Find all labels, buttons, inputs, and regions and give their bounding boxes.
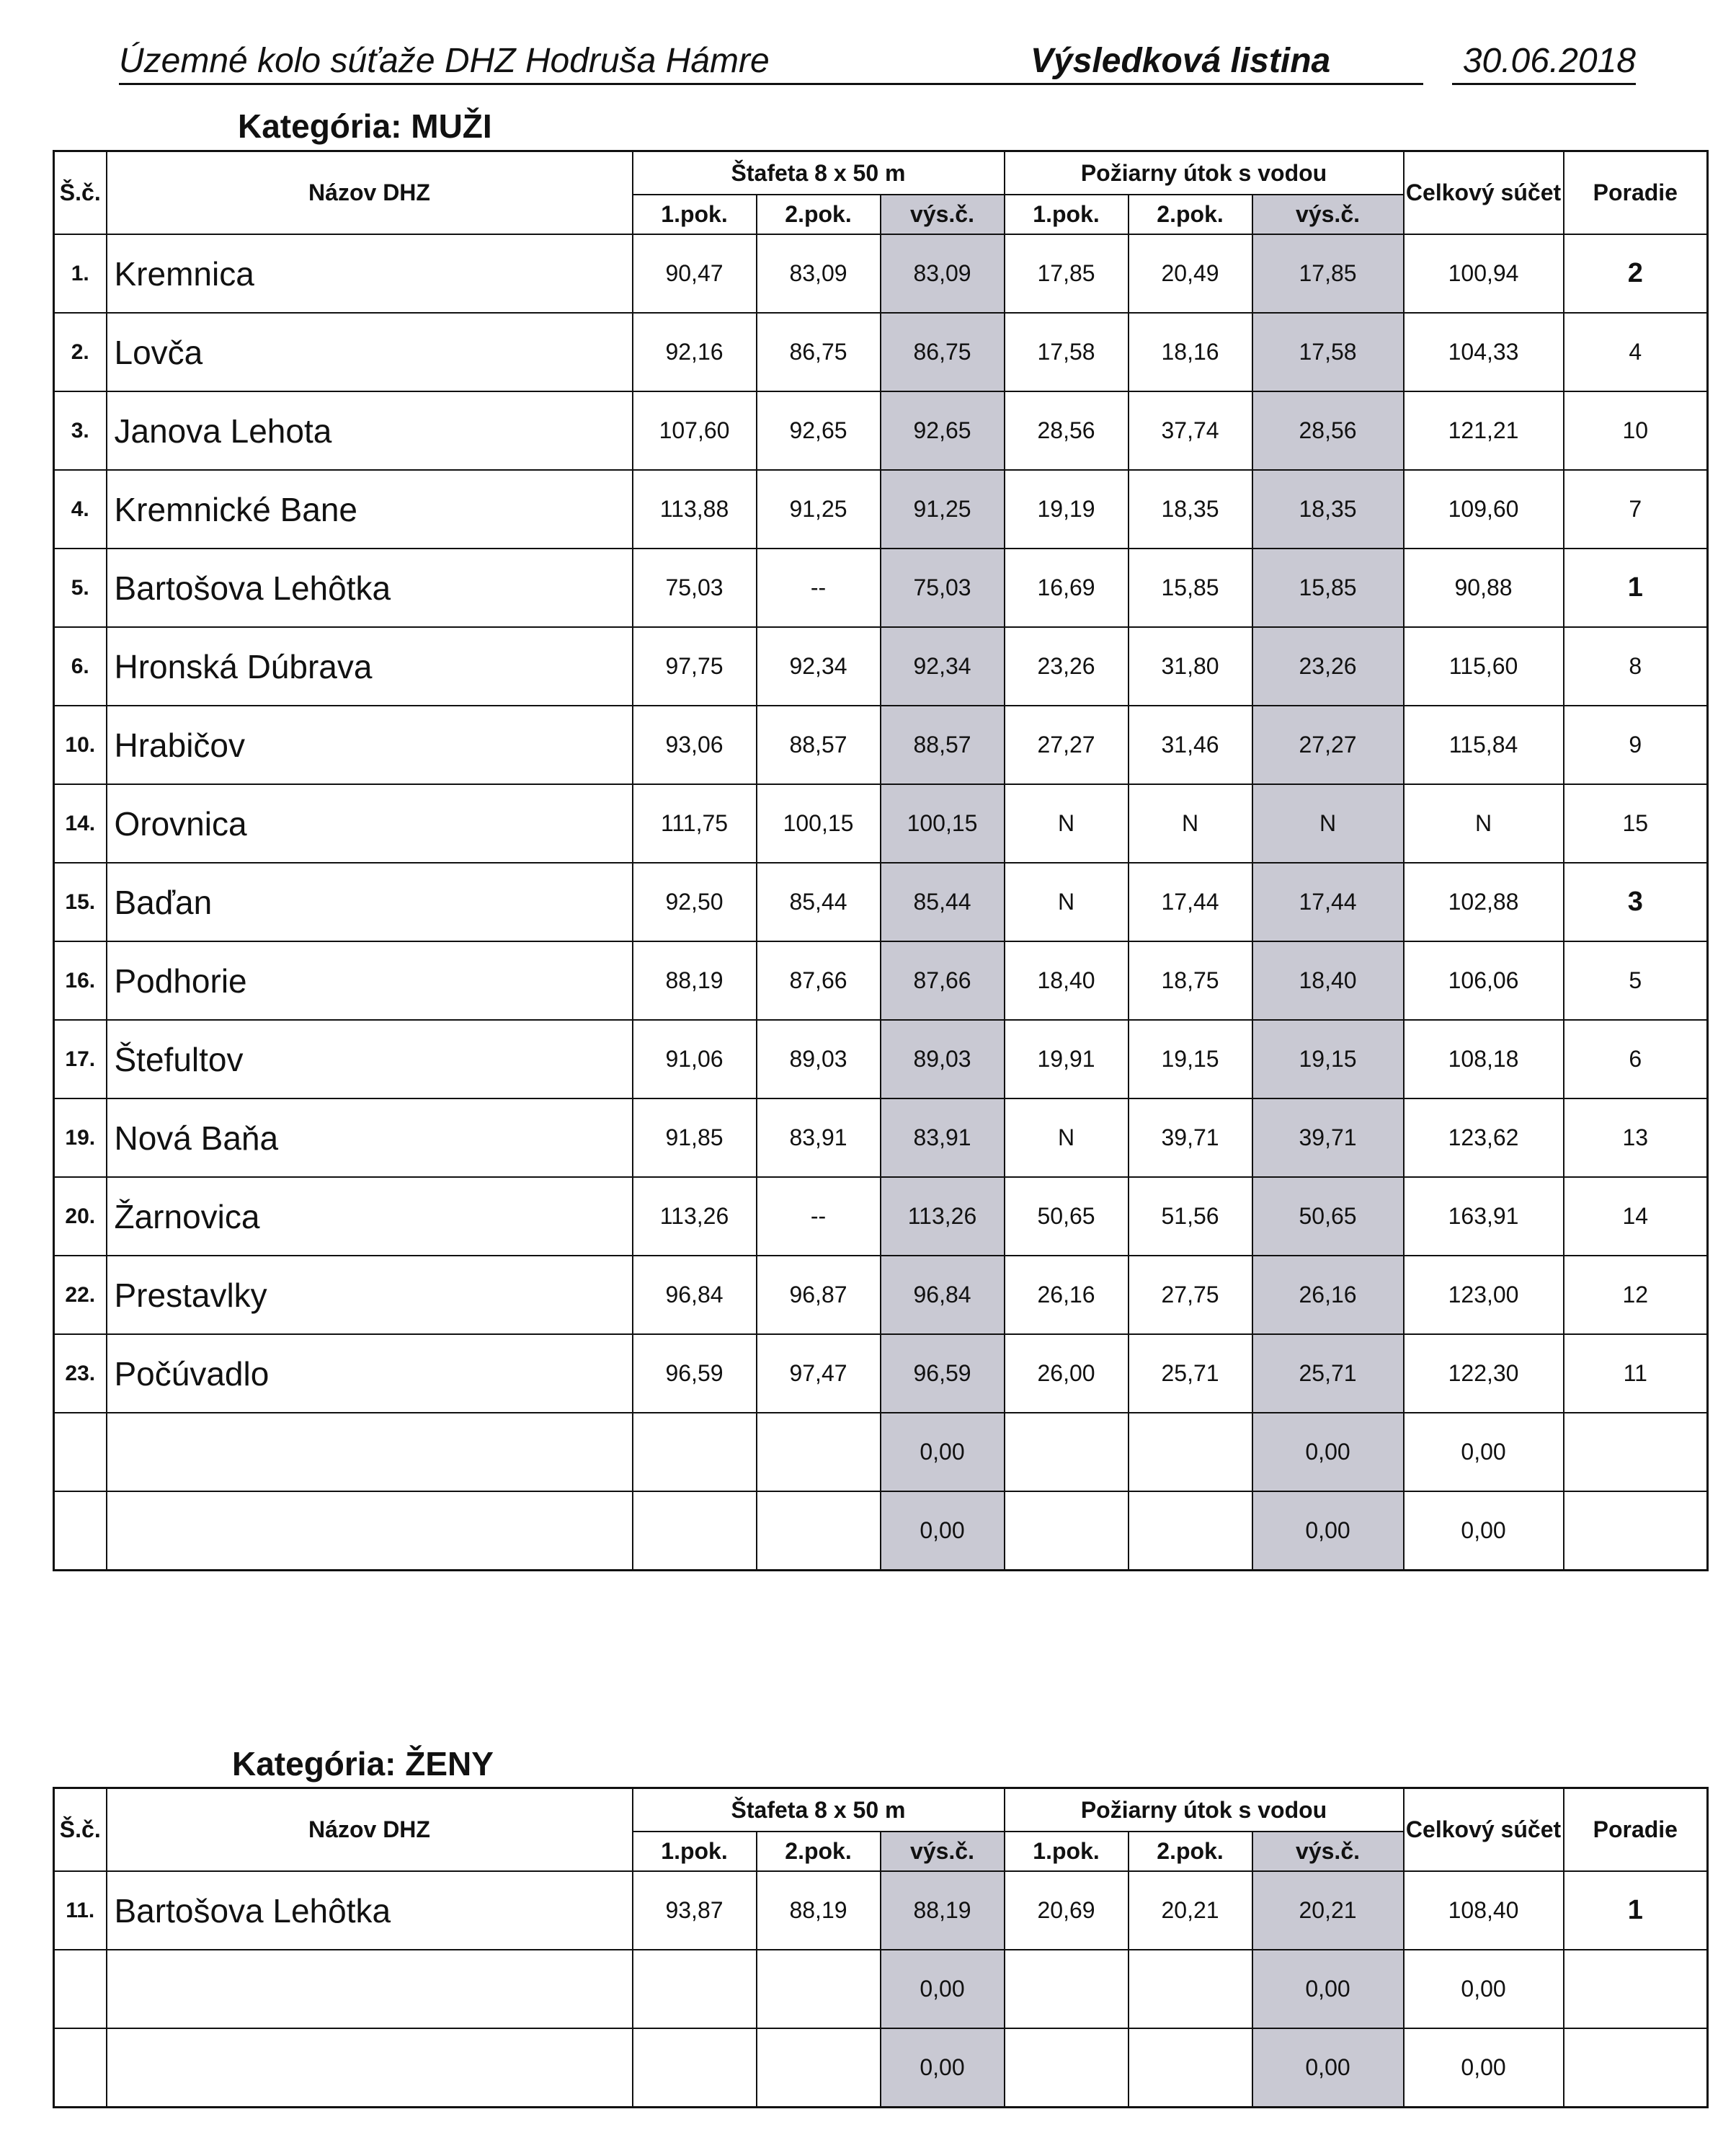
cell-start-number — [54, 1950, 107, 2028]
cell-attack-result: 26,16 — [1252, 1256, 1404, 1334]
cell-relay-result: 86,75 — [881, 313, 1005, 391]
table-row — [54, 391, 1708, 470]
col-header-sc: Š.č. — [54, 1788, 107, 1872]
cell-relay-result: 92,65 — [881, 391, 1005, 470]
cell-relay-attempt-1 — [633, 1950, 757, 2028]
cell-total: 90,88 — [1404, 549, 1564, 627]
event-date: 30.06.2018 — [1452, 40, 1636, 85]
cell-attack-result: 50,65 — [1252, 1177, 1404, 1256]
cell-team-name — [107, 1950, 633, 2028]
cell-relay-result: 83,09 — [881, 234, 1005, 313]
col-header-relay: Štafeta 8 x 50 m — [633, 1788, 1005, 1832]
cell-attack-attempt-1: 18,40 — [1005, 941, 1129, 1020]
cell-attack-result: 25,71 — [1252, 1334, 1404, 1413]
cell-attack-attempt-1: N — [1005, 863, 1129, 941]
cell-rank: 15 — [1564, 784, 1708, 863]
results-table-men — [53, 150, 1709, 1571]
cell-relay-attempt-2: 92,65 — [757, 391, 881, 470]
cell-start-number — [54, 1491, 107, 1570]
cell-total: 123,00 — [1404, 1256, 1564, 1334]
col-header-relay-2: 2.pok. — [757, 1832, 881, 1871]
cell-team-name: Hronská Dúbrava — [107, 627, 633, 706]
col-header-relay-result: výs.č. — [881, 1832, 1005, 1871]
cell-attack-attempt-2: 31,46 — [1129, 706, 1252, 784]
cell-rank: 9 — [1564, 706, 1708, 784]
cell-relay-result: 113,26 — [881, 1177, 1005, 1256]
table-row — [54, 1950, 1708, 2028]
cell-team-name — [107, 2028, 633, 2107]
cell-relay-result: 100,15 — [881, 784, 1005, 863]
cell-relay-attempt-1: 97,75 — [633, 627, 757, 706]
cell-relay-attempt-2: 91,25 — [757, 470, 881, 549]
cell-attack-attempt-2: 51,56 — [1129, 1177, 1252, 1256]
cell-attack-attempt-1: 17,58 — [1005, 313, 1129, 391]
cell-attack-attempt-1: 27,27 — [1005, 706, 1129, 784]
cell-attack-result: 23,26 — [1252, 627, 1404, 706]
cell-team-name: Počúvadlo — [107, 1334, 633, 1413]
cell-attack-attempt-1: 23,26 — [1005, 627, 1129, 706]
cell-start-number — [54, 1413, 107, 1491]
cell-start-number: 22. — [54, 1256, 107, 1334]
cell-rank — [1564, 1950, 1708, 2028]
cell-relay-attempt-2: 88,19 — [757, 1871, 881, 1950]
cell-total: 0,00 — [1404, 2028, 1564, 2107]
cell-team-name: Orovnica — [107, 784, 633, 863]
cell-team-name: Janova Lehota — [107, 391, 633, 470]
cell-attack-attempt-1: N — [1005, 1098, 1129, 1177]
cell-attack-attempt-1: 19,19 — [1005, 470, 1129, 549]
cell-attack-attempt-1: 16,69 — [1005, 549, 1129, 627]
cell-attack-attempt-2: 37,74 — [1129, 391, 1252, 470]
cell-relay-attempt-1: 93,06 — [633, 706, 757, 784]
cell-relay-attempt-2: -- — [757, 1177, 881, 1256]
document-title: Výsledková listina — [804, 40, 1423, 85]
cell-relay-attempt-2: 85,44 — [757, 863, 881, 941]
cell-attack-result: 18,40 — [1252, 941, 1404, 1020]
cell-attack-attempt-2: 20,21 — [1129, 1871, 1252, 1950]
event-name: Územné kolo súťaže DHZ Hodruša Hámre — [119, 40, 804, 85]
table-row — [54, 2028, 1708, 2107]
col-header-total: Celkový súčet — [1404, 151, 1564, 235]
cell-attack-attempt-2: 25,71 — [1129, 1334, 1252, 1413]
cell-team-name: Baďan — [107, 863, 633, 941]
cell-team-name: Hrabičov — [107, 706, 633, 784]
cell-relay-attempt-2: 89,03 — [757, 1020, 881, 1098]
table-row — [54, 1871, 1708, 1950]
header-row-groups — [54, 151, 1708, 195]
cell-attack-attempt-1 — [1005, 1413, 1129, 1491]
table-row — [54, 941, 1708, 1020]
cell-attack-attempt-1: 17,85 — [1005, 234, 1129, 313]
cell-attack-attempt-2: 27,75 — [1129, 1256, 1252, 1334]
cell-attack-result: 15,85 — [1252, 549, 1404, 627]
cell-team-name: Kremnica — [107, 234, 633, 313]
cell-total: 108,18 — [1404, 1020, 1564, 1098]
col-header-attack-1: 1.pok. — [1005, 1832, 1129, 1871]
cell-team-name — [107, 1413, 633, 1491]
cell-relay-attempt-2: 100,15 — [757, 784, 881, 863]
table-row — [54, 706, 1708, 784]
cell-rank: 1 — [1564, 1871, 1708, 1950]
col-header-total: Celkový súčet — [1404, 1788, 1564, 1872]
cell-attack-result: 0,00 — [1252, 1413, 1404, 1491]
table-row — [54, 1177, 1708, 1256]
cell-relay-attempt-2: 83,91 — [757, 1098, 881, 1177]
table-row — [54, 549, 1708, 627]
cell-attack-result: 39,71 — [1252, 1098, 1404, 1177]
table-row — [54, 1491, 1708, 1570]
col-header-relay-result: výs.č. — [881, 195, 1005, 234]
cell-total: 108,40 — [1404, 1871, 1564, 1950]
cell-total: 122,30 — [1404, 1334, 1564, 1413]
cell-relay-attempt-1: 96,84 — [633, 1256, 757, 1334]
cell-relay-attempt-1: 96,59 — [633, 1334, 757, 1413]
cell-attack-result: N — [1252, 784, 1404, 863]
cell-total: 163,91 — [1404, 1177, 1564, 1256]
table-row — [54, 1413, 1708, 1491]
cell-total: 106,06 — [1404, 941, 1564, 1020]
col-header-rank: Poradie — [1564, 1788, 1708, 1872]
results-table-women — [53, 1787, 1709, 2108]
cell-start-number: 17. — [54, 1020, 107, 1098]
cell-rank — [1564, 2028, 1708, 2107]
cell-team-name: Nová Baňa — [107, 1098, 633, 1177]
cell-rank: 5 — [1564, 941, 1708, 1020]
cell-relay-attempt-2: 96,87 — [757, 1256, 881, 1334]
col-header-name: Názov DHZ — [107, 151, 633, 235]
cell-start-number: 1. — [54, 234, 107, 313]
col-header-attack-result: výs.č. — [1252, 195, 1404, 234]
col-header-attack-2: 2.pok. — [1129, 1832, 1252, 1871]
cell-relay-result: 0,00 — [881, 2028, 1005, 2107]
cell-total: 102,88 — [1404, 863, 1564, 941]
cell-relay-result: 87,66 — [881, 941, 1005, 1020]
cell-relay-attempt-1: 111,75 — [633, 784, 757, 863]
cell-total: 115,60 — [1404, 627, 1564, 706]
cell-relay-result: 75,03 — [881, 549, 1005, 627]
cell-attack-attempt-1: 26,16 — [1005, 1256, 1129, 1334]
col-header-relay-1: 1.pok. — [633, 195, 757, 234]
cell-rank: 4 — [1564, 313, 1708, 391]
col-header-attack-2: 2.pok. — [1129, 195, 1252, 234]
cell-start-number: 16. — [54, 941, 107, 1020]
cell-attack-result: 19,15 — [1252, 1020, 1404, 1098]
cell-relay-attempt-1: 75,03 — [633, 549, 757, 627]
cell-start-number: 14. — [54, 784, 107, 863]
cell-attack-result: 0,00 — [1252, 1491, 1404, 1570]
cell-start-number: 20. — [54, 1177, 107, 1256]
cell-total: 121,21 — [1404, 391, 1564, 470]
cell-relay-result: 83,91 — [881, 1098, 1005, 1177]
category-title-women: Kategória: ŽENY — [232, 1745, 494, 1783]
cell-attack-attempt-2: 19,15 — [1129, 1020, 1252, 1098]
cell-rank: 1 — [1564, 549, 1708, 627]
cell-relay-attempt-2 — [757, 1413, 881, 1491]
cell-rank — [1564, 1491, 1708, 1570]
cell-attack-result: 20,21 — [1252, 1871, 1404, 1950]
cell-rank: 2 — [1564, 234, 1708, 313]
cell-relay-attempt-1: 88,19 — [633, 941, 757, 1020]
cell-rank: 6 — [1564, 1020, 1708, 1098]
table-row — [54, 234, 1708, 313]
cell-relay-attempt-2: 87,66 — [757, 941, 881, 1020]
cell-attack-attempt-1 — [1005, 1950, 1129, 2028]
cell-start-number: 23. — [54, 1334, 107, 1413]
cell-start-number: 10. — [54, 706, 107, 784]
cell-relay-result: 0,00 — [881, 1413, 1005, 1491]
cell-relay-result: 89,03 — [881, 1020, 1005, 1098]
cell-relay-result: 96,84 — [881, 1256, 1005, 1334]
cell-rank: 11 — [1564, 1334, 1708, 1413]
col-header-attack: Požiarny útok s vodou — [1005, 1788, 1404, 1832]
cell-relay-attempt-2 — [757, 1491, 881, 1570]
cell-relay-result: 91,25 — [881, 470, 1005, 549]
cell-attack-attempt-1: 28,56 — [1005, 391, 1129, 470]
cell-attack-attempt-1: 26,00 — [1005, 1334, 1129, 1413]
cell-start-number: 6. — [54, 627, 107, 706]
cell-attack-result: 17,85 — [1252, 234, 1404, 313]
category-title-men: Kategória: MUŽI — [238, 107, 492, 145]
cell-rank: 7 — [1564, 470, 1708, 549]
cell-total: 104,33 — [1404, 313, 1564, 391]
cell-attack-attempt-2 — [1129, 1491, 1252, 1570]
col-header-rank: Poradie — [1564, 151, 1708, 235]
cell-team-name: Podhorie — [107, 941, 633, 1020]
cell-attack-result: 0,00 — [1252, 2028, 1404, 2107]
col-header-attack: Požiarny útok s vodou — [1005, 151, 1404, 195]
cell-total: 100,94 — [1404, 234, 1564, 313]
cell-start-number: 3. — [54, 391, 107, 470]
cell-rank: 12 — [1564, 1256, 1708, 1334]
cell-attack-attempt-2: N — [1129, 784, 1252, 863]
cell-attack-attempt-2: 18,75 — [1129, 941, 1252, 1020]
cell-start-number: 5. — [54, 549, 107, 627]
cell-team-name: Žarnovica — [107, 1177, 633, 1256]
cell-rank: 10 — [1564, 391, 1708, 470]
table-row — [54, 863, 1708, 941]
cell-rank — [1564, 1413, 1708, 1491]
cell-relay-attempt-1: 93,87 — [633, 1871, 757, 1950]
cell-total: 109,60 — [1404, 470, 1564, 549]
cell-attack-result: 18,35 — [1252, 470, 1404, 549]
cell-rank: 14 — [1564, 1177, 1708, 1256]
table-row — [54, 470, 1708, 549]
cell-attack-attempt-2 — [1129, 2028, 1252, 2107]
cell-attack-result: 17,44 — [1252, 863, 1404, 941]
table-row — [54, 1098, 1708, 1177]
table-row — [54, 1334, 1708, 1413]
header-row-groups — [54, 1788, 1708, 1832]
cell-relay-result: 88,57 — [881, 706, 1005, 784]
cell-total: 123,62 — [1404, 1098, 1564, 1177]
cell-total: 0,00 — [1404, 1950, 1564, 2028]
cell-start-number — [54, 2028, 107, 2107]
cell-relay-attempt-1: 92,16 — [633, 313, 757, 391]
cell-relay-attempt-1: 92,50 — [633, 863, 757, 941]
table-row — [54, 1020, 1708, 1098]
cell-start-number: 11. — [54, 1871, 107, 1950]
cell-attack-attempt-1: 20,69 — [1005, 1871, 1129, 1950]
cell-relay-result: 85,44 — [881, 863, 1005, 941]
cell-start-number: 2. — [54, 313, 107, 391]
cell-attack-attempt-2 — [1129, 1950, 1252, 2028]
cell-relay-attempt-2: 86,75 — [757, 313, 881, 391]
cell-relay-attempt-2: 92,34 — [757, 627, 881, 706]
cell-relay-attempt-1: 90,47 — [633, 234, 757, 313]
cell-relay-attempt-1 — [633, 1413, 757, 1491]
cell-start-number: 15. — [54, 863, 107, 941]
cell-team-name: Prestavlky — [107, 1256, 633, 1334]
table-row — [54, 1256, 1708, 1334]
cell-relay-attempt-1 — [633, 1491, 757, 1570]
cell-team-name: Lovča — [107, 313, 633, 391]
cell-total: 115,84 — [1404, 706, 1564, 784]
cell-relay-result: 0,00 — [881, 1950, 1005, 2028]
cell-team-name: Štefultov — [107, 1020, 633, 1098]
cell-attack-attempt-2: 20,49 — [1129, 234, 1252, 313]
cell-attack-result: 27,27 — [1252, 706, 1404, 784]
cell-relay-attempt-1 — [633, 2028, 757, 2107]
cell-team-name: Kremnické Bane — [107, 470, 633, 549]
cell-relay-attempt-2: -- — [757, 549, 881, 627]
cell-relay-attempt-2 — [757, 1950, 881, 2028]
cell-attack-result: 28,56 — [1252, 391, 1404, 470]
cell-rank: 8 — [1564, 627, 1708, 706]
cell-attack-result: 17,58 — [1252, 313, 1404, 391]
col-header-relay-2: 2.pok. — [757, 195, 881, 234]
cell-attack-attempt-2: 18,35 — [1129, 470, 1252, 549]
cell-total: 0,00 — [1404, 1413, 1564, 1491]
table-row — [54, 627, 1708, 706]
cell-relay-result: 96,59 — [881, 1334, 1005, 1413]
cell-attack-attempt-2: 31,80 — [1129, 627, 1252, 706]
cell-relay-attempt-1: 91,06 — [633, 1020, 757, 1098]
table-row — [54, 313, 1708, 391]
cell-team-name — [107, 1491, 633, 1570]
cell-relay-result: 0,00 — [881, 1491, 1005, 1570]
col-header-relay-1: 1.pok. — [633, 1832, 757, 1871]
table-row — [54, 784, 1708, 863]
cell-attack-attempt-1: 19,91 — [1005, 1020, 1129, 1098]
cell-attack-attempt-1: N — [1005, 784, 1129, 863]
col-header-attack-1: 1.pok. — [1005, 195, 1129, 234]
cell-relay-attempt-1: 113,88 — [633, 470, 757, 549]
cell-team-name: Bartošova Lehôtka — [107, 1871, 633, 1950]
cell-attack-attempt-2: 15,85 — [1129, 549, 1252, 627]
cell-team-name: Bartošova Lehôtka — [107, 549, 633, 627]
cell-relay-attempt-1: 107,60 — [633, 391, 757, 470]
cell-attack-attempt-2: 18,16 — [1129, 313, 1252, 391]
cell-start-number: 19. — [54, 1098, 107, 1177]
cell-attack-attempt-1 — [1005, 1491, 1129, 1570]
cell-relay-result: 88,19 — [881, 1871, 1005, 1950]
cell-rank: 13 — [1564, 1098, 1708, 1177]
cell-total: N — [1404, 784, 1564, 863]
cell-attack-attempt-1: 50,65 — [1005, 1177, 1129, 1256]
cell-attack-attempt-1 — [1005, 2028, 1129, 2107]
cell-attack-attempt-2 — [1129, 1413, 1252, 1491]
cell-relay-attempt-2: 83,09 — [757, 234, 881, 313]
page-header — [119, 40, 1636, 90]
col-header-sc: Š.č. — [54, 151, 107, 235]
col-header-name: Názov DHZ — [107, 1788, 633, 1872]
cell-relay-attempt-1: 113,26 — [633, 1177, 757, 1256]
cell-relay-attempt-2: 88,57 — [757, 706, 881, 784]
cell-relay-attempt-2: 97,47 — [757, 1334, 881, 1413]
cell-attack-attempt-2: 17,44 — [1129, 863, 1252, 941]
cell-total: 0,00 — [1404, 1491, 1564, 1570]
col-header-relay: Štafeta 8 x 50 m — [633, 151, 1005, 195]
cell-attack-attempt-2: 39,71 — [1129, 1098, 1252, 1177]
cell-relay-attempt-2 — [757, 2028, 881, 2107]
cell-relay-attempt-1: 91,85 — [633, 1098, 757, 1177]
cell-relay-result: 92,34 — [881, 627, 1005, 706]
col-header-attack-result: výs.č. — [1252, 1832, 1404, 1871]
cell-attack-result: 0,00 — [1252, 1950, 1404, 2028]
cell-start-number: 4. — [54, 470, 107, 549]
cell-rank: 3 — [1564, 863, 1708, 941]
